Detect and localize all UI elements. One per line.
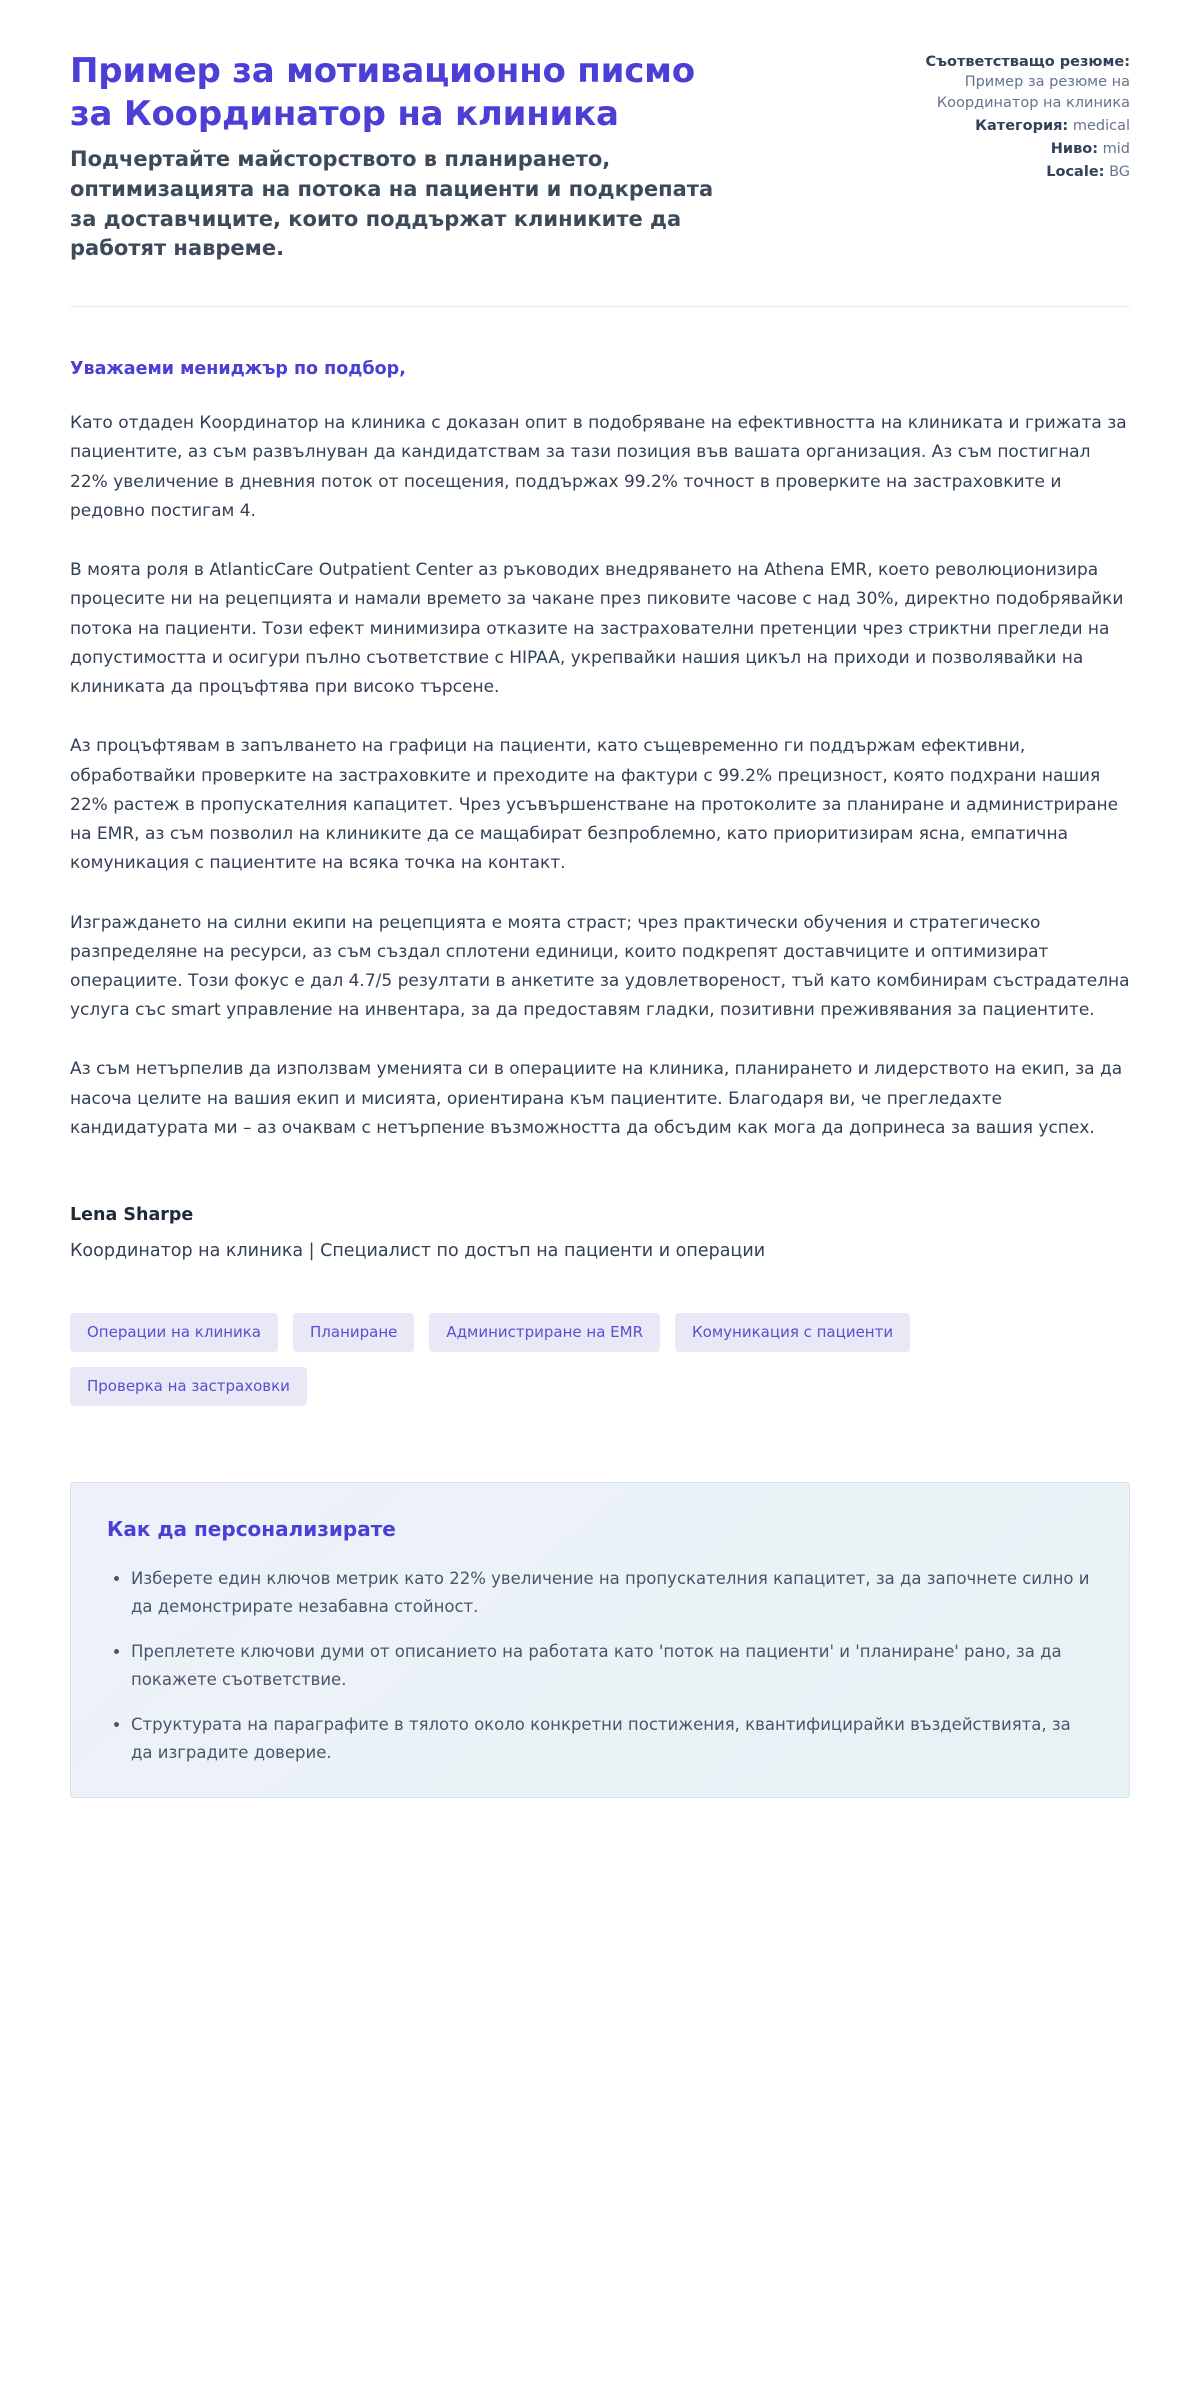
letter-greeting: Уважаеми мениджър по подбор, (70, 359, 406, 380)
skill-tag: Операции на клиника (70, 1313, 278, 1352)
signature-name: Lena Sharpe (70, 1205, 194, 1226)
meta-value: Пример за резюме на Координатор на клиника (936, 74, 1130, 111)
skill-tag: Комуникация с пациенти (675, 1313, 910, 1352)
header-text-block (70, 44, 740, 264)
skill-tags (70, 1313, 1130, 1406)
callout-title: Как да персонализирате (107, 1517, 396, 1542)
page-title: Пример за мотивационно писмо за Координатор на клиника (70, 51, 695, 134)
letter-paragraphs (70, 409, 1130, 1143)
letter-paragraph: Изграждането на силни екипи на рецепцията е моята страст; чрез практически обучения и стратегическо разпределяне на ресурси, аз съм създал сплотени единици, които подкрепят доставчиците и оптимизират операциите. Този фокус е дал 4.7/5 резултати в анкетите за удовлетвореност, тъй като комбинирам състрадателна услуга със smart управление на инвентара, за да предоставям гладки, позитивни преживявания за пациентите. (70, 912, 1130, 1021)
meta-value: medical (1072, 117, 1130, 134)
callout-bullet-list (107, 1565, 1093, 1767)
letter-paragraph: В моята роля в AtlanticCare Outpatient Center аз ръководих внедряването на Athena EMR, което революционизира процесите ни на рецепцията и намали времето за чакане през пиковите часове с над 30%, директно подобрявайки потока на пациенти. Този ефект минимизира отказите на застрахователни претенции чрез стриктни прегледи на допустимостта и осигури пълно съответствие с HIPAA, укрепвайки нашия цикъл на приходи и позволявайки на клиниката да процъфтява при високо търсене. (70, 560, 1124, 698)
meta-row (880, 52, 1130, 113)
personalization-callout (70, 1482, 1130, 1798)
letter-paragraph: Аз процъфтявам в запълването на графици на пациенти, като същевременно ги поддържам ефективни, обработвайки проверките на застраховките и преходите на фактури с 99.2% прецизност, която подхрани нашия 22% растеж в пропускателния капацитет. Чрез усъвършенстване на протоколите за планиране и администриране на EMR, аз съм позволил на клиниките да се мащабират безпроблемно, като приоритизирам ясна, емпатична комуникация с пациентите на всяка точка на контакт. (70, 736, 1119, 874)
meta-value: mid (1102, 141, 1130, 158)
header-divider (70, 306, 1130, 307)
letter-paragraph: Като отдаден Координатор на клиника с доказан опит в подобряване на ефективността на клиниката и грижата за пациентите, аз съм развълнуван да кандидатствам за тази позиция във вашата организация. Аз съм постигнал 22% увеличение в дневния поток от посещения, поддържах 99.2% точност в проверките на застраховките и редовно постигам 4. (70, 413, 1127, 521)
skill-tag: Планиране (293, 1313, 414, 1352)
signature-role: Координатор на клиника | Специалист по достъп на пациенти и операции (70, 1241, 766, 1262)
meta-label: Locale: (1046, 164, 1105, 181)
letter-paragraph: Аз съм нетърпелив да използвам уменията си в операциите на клиника, планирането и лидерството на екип, за да насоча целите на вашия екип и мисията, ориентирана към пациентите. Благодаря ви, че прегледахте кандидатурата ми – аз очаквам с нетърпение възможността да обсъдим как мога да допринеса за вашия успех. (70, 1059, 1123, 1138)
page-subtitle: Подчертайте майсторството в планирането, оптимизацията на потока на пациенти и подкрепата за доставчиците, които поддържат клиниките да работят навреме. (70, 147, 714, 261)
callout-bullet: • Преплетете ключови думи от описанието на работата като 'поток на пациенти' и 'планиране' рано, за да покажете съответствие. (131, 1638, 1093, 1694)
callout-bullet: • Изберете един ключов метрик като 22% увеличение на пропускателния капацитет, за да започнете силно и да демонстрирате незабавна стойност. (131, 1565, 1093, 1621)
meta-value: BG (1109, 164, 1130, 181)
meta-row (880, 116, 1130, 136)
meta-label: Ниво: (1050, 141, 1099, 158)
skill-tag: Администриране на EMR (429, 1313, 660, 1352)
meta-row (880, 139, 1130, 159)
callout-bullet: • Структурата на параграфите в тялото около конкретни постижения, квантифицирайки въздействията, за да изградите доверие. (131, 1711, 1093, 1767)
meta-label: Съответстващо резюме: (925, 54, 1130, 70)
skill-tag: Проверка на застраховки (70, 1367, 307, 1406)
signature-block (70, 1205, 1130, 1261)
meta-row (880, 162, 1130, 182)
header (70, 44, 1130, 264)
meta-label: Категория: (975, 117, 1069, 134)
meta-panel (880, 52, 1130, 186)
letter-body (70, 359, 1130, 1261)
